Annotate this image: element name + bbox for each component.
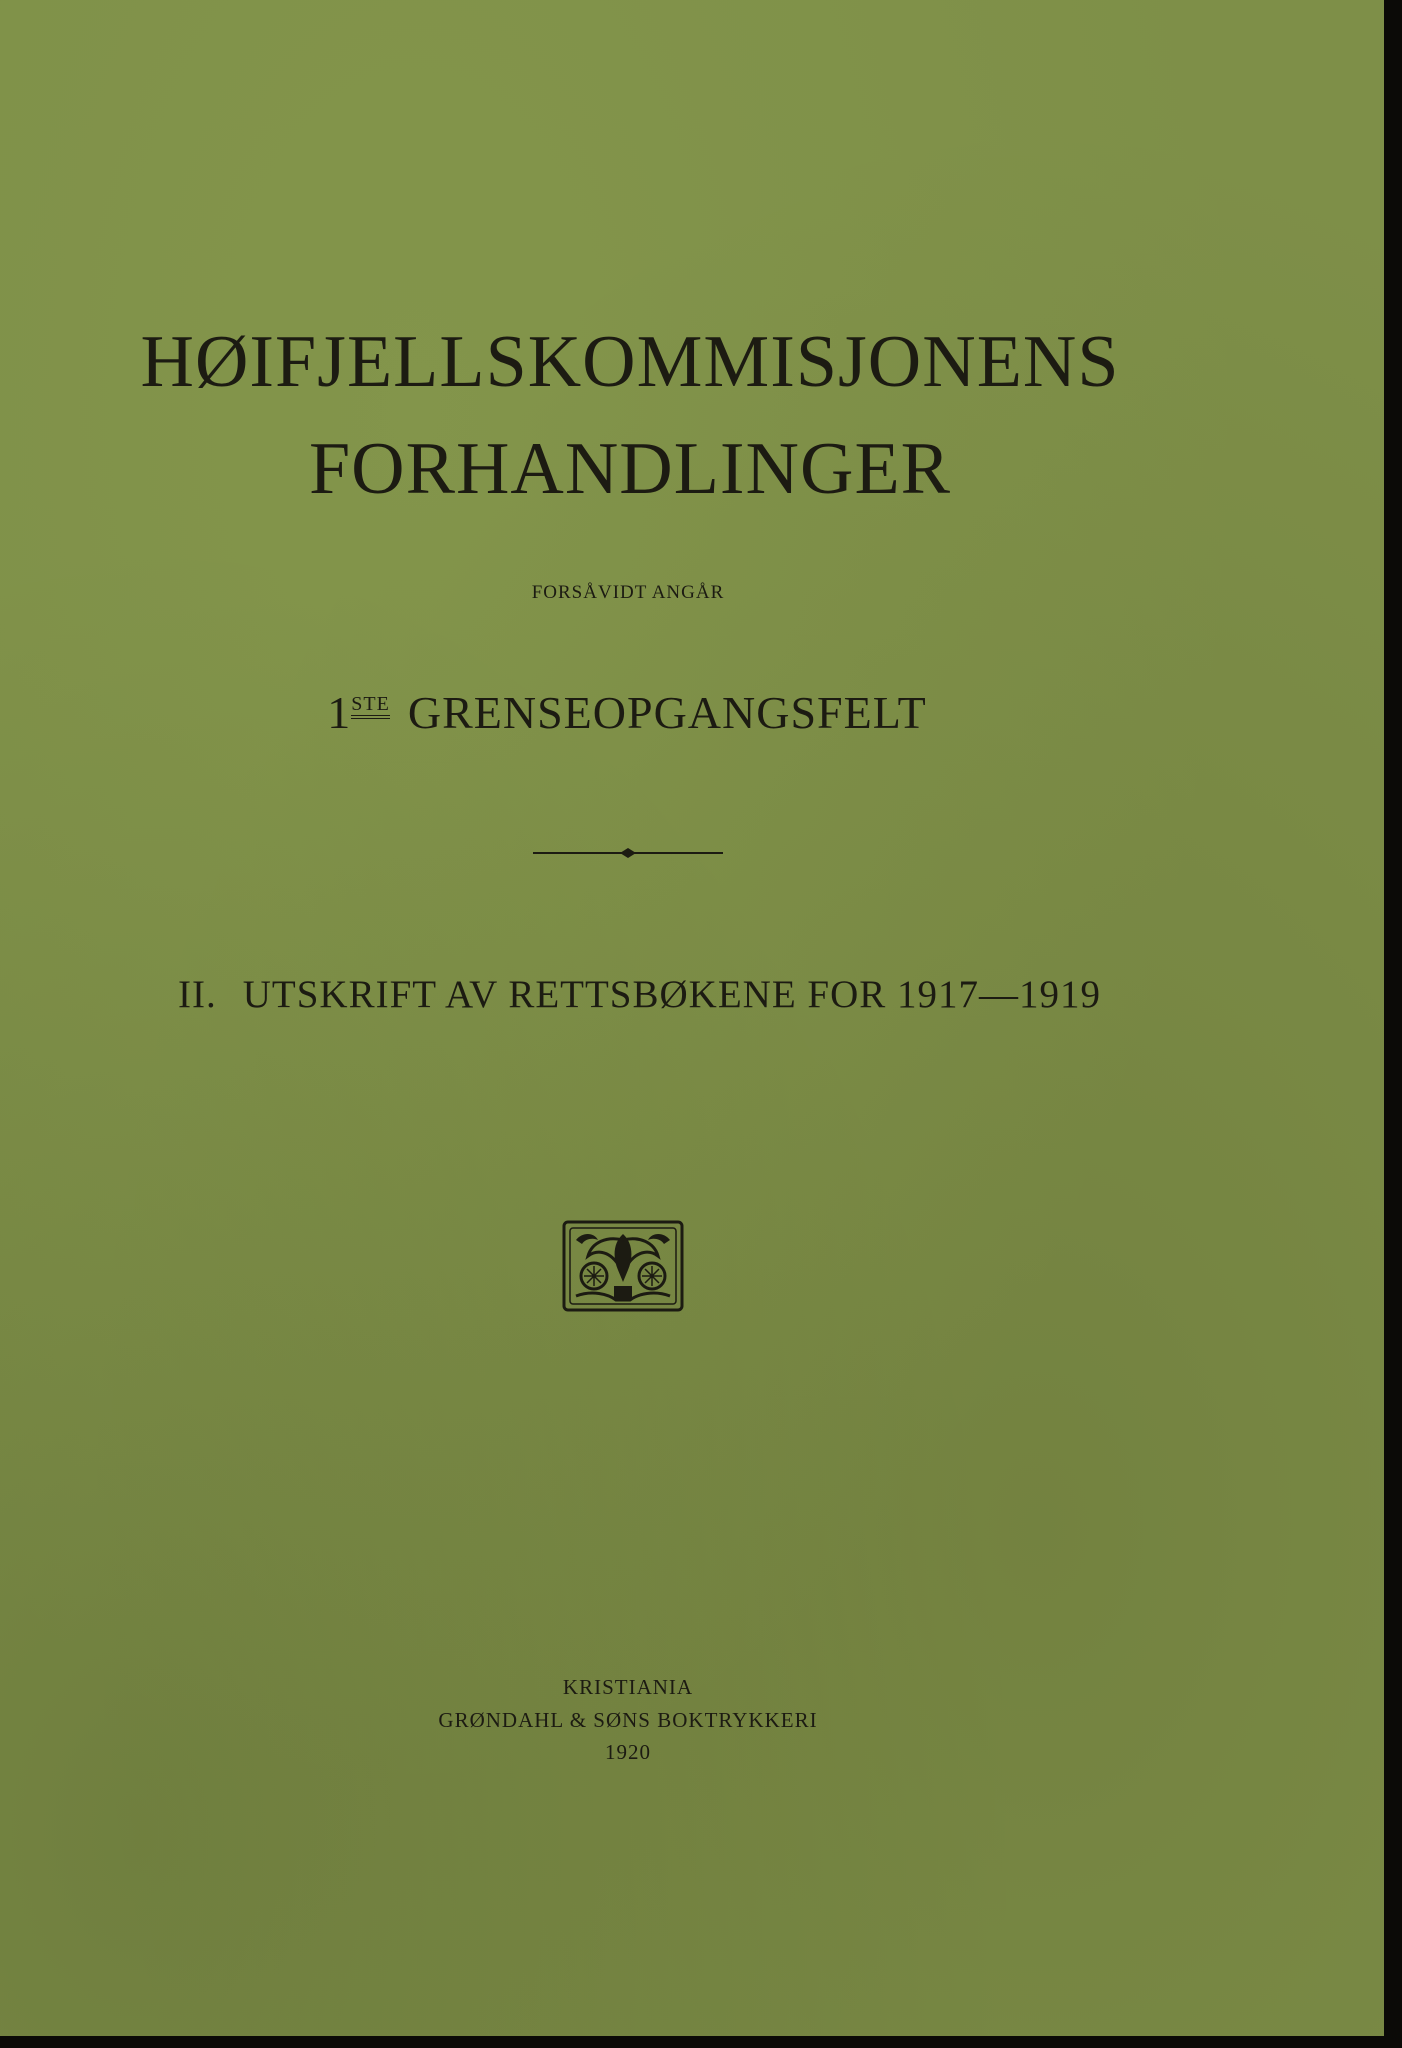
part-heading — [178, 973, 1102, 1016]
ordinal-suffix: STE — [351, 694, 390, 719]
printer-vignette-icon — [562, 1220, 684, 1312]
subtitle-small: FORSÅVIDT ANGÅR — [531, 582, 725, 603]
title-line-2: FORHANDLINGER — [309, 428, 951, 510]
title-line-1: HØIFJELLSKOMMISJONENS — [140, 321, 1120, 403]
ordinal-number: 1 — [327, 687, 352, 738]
part-number: II. — [178, 973, 217, 1016]
subtitle-field-line — [0, 687, 1254, 738]
imprint-printer: GRØNDAHL & SØNS BOKTRYKKERI — [438, 1708, 818, 1732]
part-text: UTSKRIFT AV RETTSBØKENE FOR 1917—1919 — [242, 973, 1102, 1016]
imprint-place: KRISTIANIA — [562, 1675, 694, 1699]
divider-rule — [533, 846, 723, 860]
field-name: GRENSEOPGANGSFELT — [407, 687, 927, 738]
imprint-year: 1920 — [605, 1740, 651, 1764]
